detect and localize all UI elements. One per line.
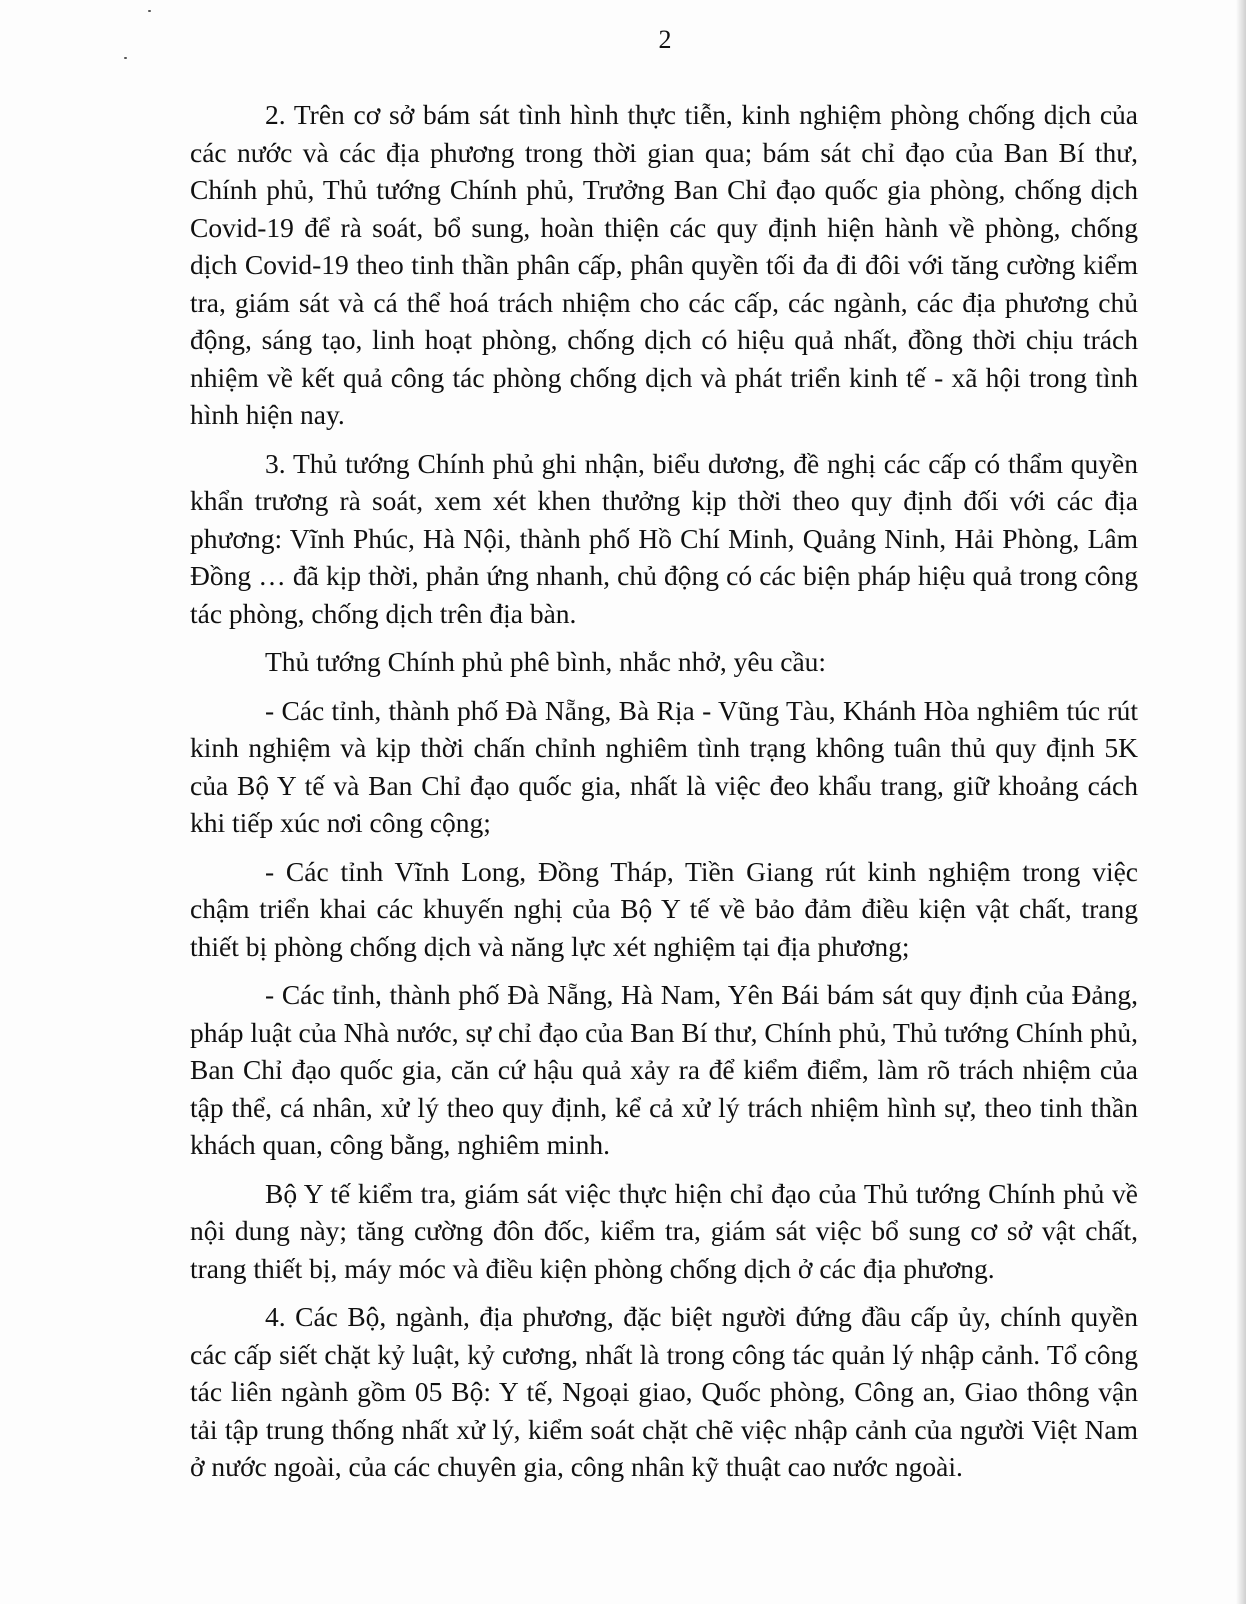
paragraph-bullet-danang-hanam-yenbai: - Các tỉnh, thành phố Đà Nẵng, Hà Nam, Yên Bái bám sát quy định của Đảng, pháp luật của Nhà nước, sự chỉ đạo của Ban Bí thư, Chính phủ, Thủ tướng Chính phủ, Ban Chỉ đạo quốc gia, căn cứ hậu quả xảy ra để kiểm điểm, làm rõ trách nhiệm của tập thể, cá nhân, xử lý theo quy định, kể cả xử lý trách nhiệm hình sự, theo tinh thần khách quan, công bằng, nghiêm minh. — [190, 979, 1138, 1160]
paragraph-item-4: 4. Các Bộ, ngành, địa phương, đặc biệt người đứng đầu cấp ủy, chính quyền các cấp siết chặt kỷ luật, kỷ cương, nhất là trong công tác quản lý nhập cảnh. Tổ công tác liên ngành gồm 05 Bộ: Y tế, Ngoại giao, Quốc phòng, Công an, Giao thông vận tải tập trung thống nhất xử lý, kiểm soát chặt chẽ việc nhập cảnh của người Việt Nam ở nước ngoài, của các chuyên gia, công nhân kỹ thuật cao nước ngoài. — [190, 1301, 1138, 1482]
paragraph-bullet-vinhlong-dongthap-tiengiang: - Các tỉnh Vĩnh Long, Đồng Tháp, Tiền Giang rút kinh nghiệm trong việc chậm triển khai các khuyến nghị của Bộ Y tế về bảo đảm điều kiện vật chất, trang thiết bị phòng chống dịch và năng lực xét nghiệm tại địa phương; — [190, 855, 1138, 962]
document-body — [190, 96, 1138, 1497]
paragraph-bullet-danang-brvt-khanhhoa: - Các tỉnh, thành phố Đà Nẵng, Bà Rịa - Vũng Tàu, Khánh Hòa nghiêm túc rút kinh nghiệm và kịp thời chấn chỉnh nghiêm tình trạng không tuân thủ quy định 5K của Bộ Y tế và Ban Chỉ đạo quốc gia, nhất là việc đeo khẩu trang, giữ khoảng cách khi tiếp xúc nơi công cộng; — [190, 694, 1138, 838]
paragraph-ministry-of-health: Bộ Y tế kiểm tra, giám sát việc thực hiện chỉ đạo của Thủ tướng Chính phủ về nội dung này; tăng cường đôn đốc, kiểm tra, giám sát việc bổ sung cơ sở vật chất, trang thiết bị, máy móc và điều kiện phòng chống dịch ở các địa phương. — [190, 1177, 1138, 1284]
scan-speck — [148, 10, 151, 12]
paragraph-criticism-intro: Thủ tướng Chính phủ phê bình, nhắc nhở, yêu cầu: — [265, 646, 827, 677]
scan-speck — [124, 57, 127, 59]
page-number: 2 — [658, 25, 672, 54]
paragraph-item-3: 3. Thủ tướng Chính phủ ghi nhận, biểu dương, đề nghị các cấp có thẩm quyền khẩn trương rà soát, xem xét khen thưởng kịp thời theo quy định đối với các địa phương: Vĩnh Phúc, Hà Nội, thành phố Hồ Chí Minh, Quảng Ninh, Hải Phòng, Lâm Đồng … đã kịp thời, phản ứng nhanh, chủ động có các biện pháp hiệu quả trong công tác phòng, chống dịch trên địa bàn. — [190, 447, 1138, 629]
paragraph-item-2: 2. Trên cơ sở bám sát tình hình thực tiễn, kinh nghiệm phòng chống dịch của các nước và các địa phương trong thời gian qua; bám sát chỉ đạo của Ban Bí thư, Chính phủ, Thủ tướng Chính phủ, Trưởng Ban Chỉ đạo quốc gia phòng, chống dịch Covid-19 để rà soát, bổ sung, hoàn thiện các quy định hiện hành về phòng, chống dịch Covid-19 theo tinh thần phân cấp, phân quyền tối đa đi đôi với tăng cường kiểm tra, giám sát và cá thể hoá trách nhiệm cho các cấp, các ngành, các địa phương chủ động, sáng tạo, linh hoạt phòng, chống dịch có hiệu quả nhất, đồng thời chịu trách nhiệm về kết quả công tác phòng chống dịch và phát triển kinh tế - xã hội trong tình hình hiện nay. — [190, 99, 1138, 430]
scan-edge-shadow — [1236, 0, 1246, 1604]
